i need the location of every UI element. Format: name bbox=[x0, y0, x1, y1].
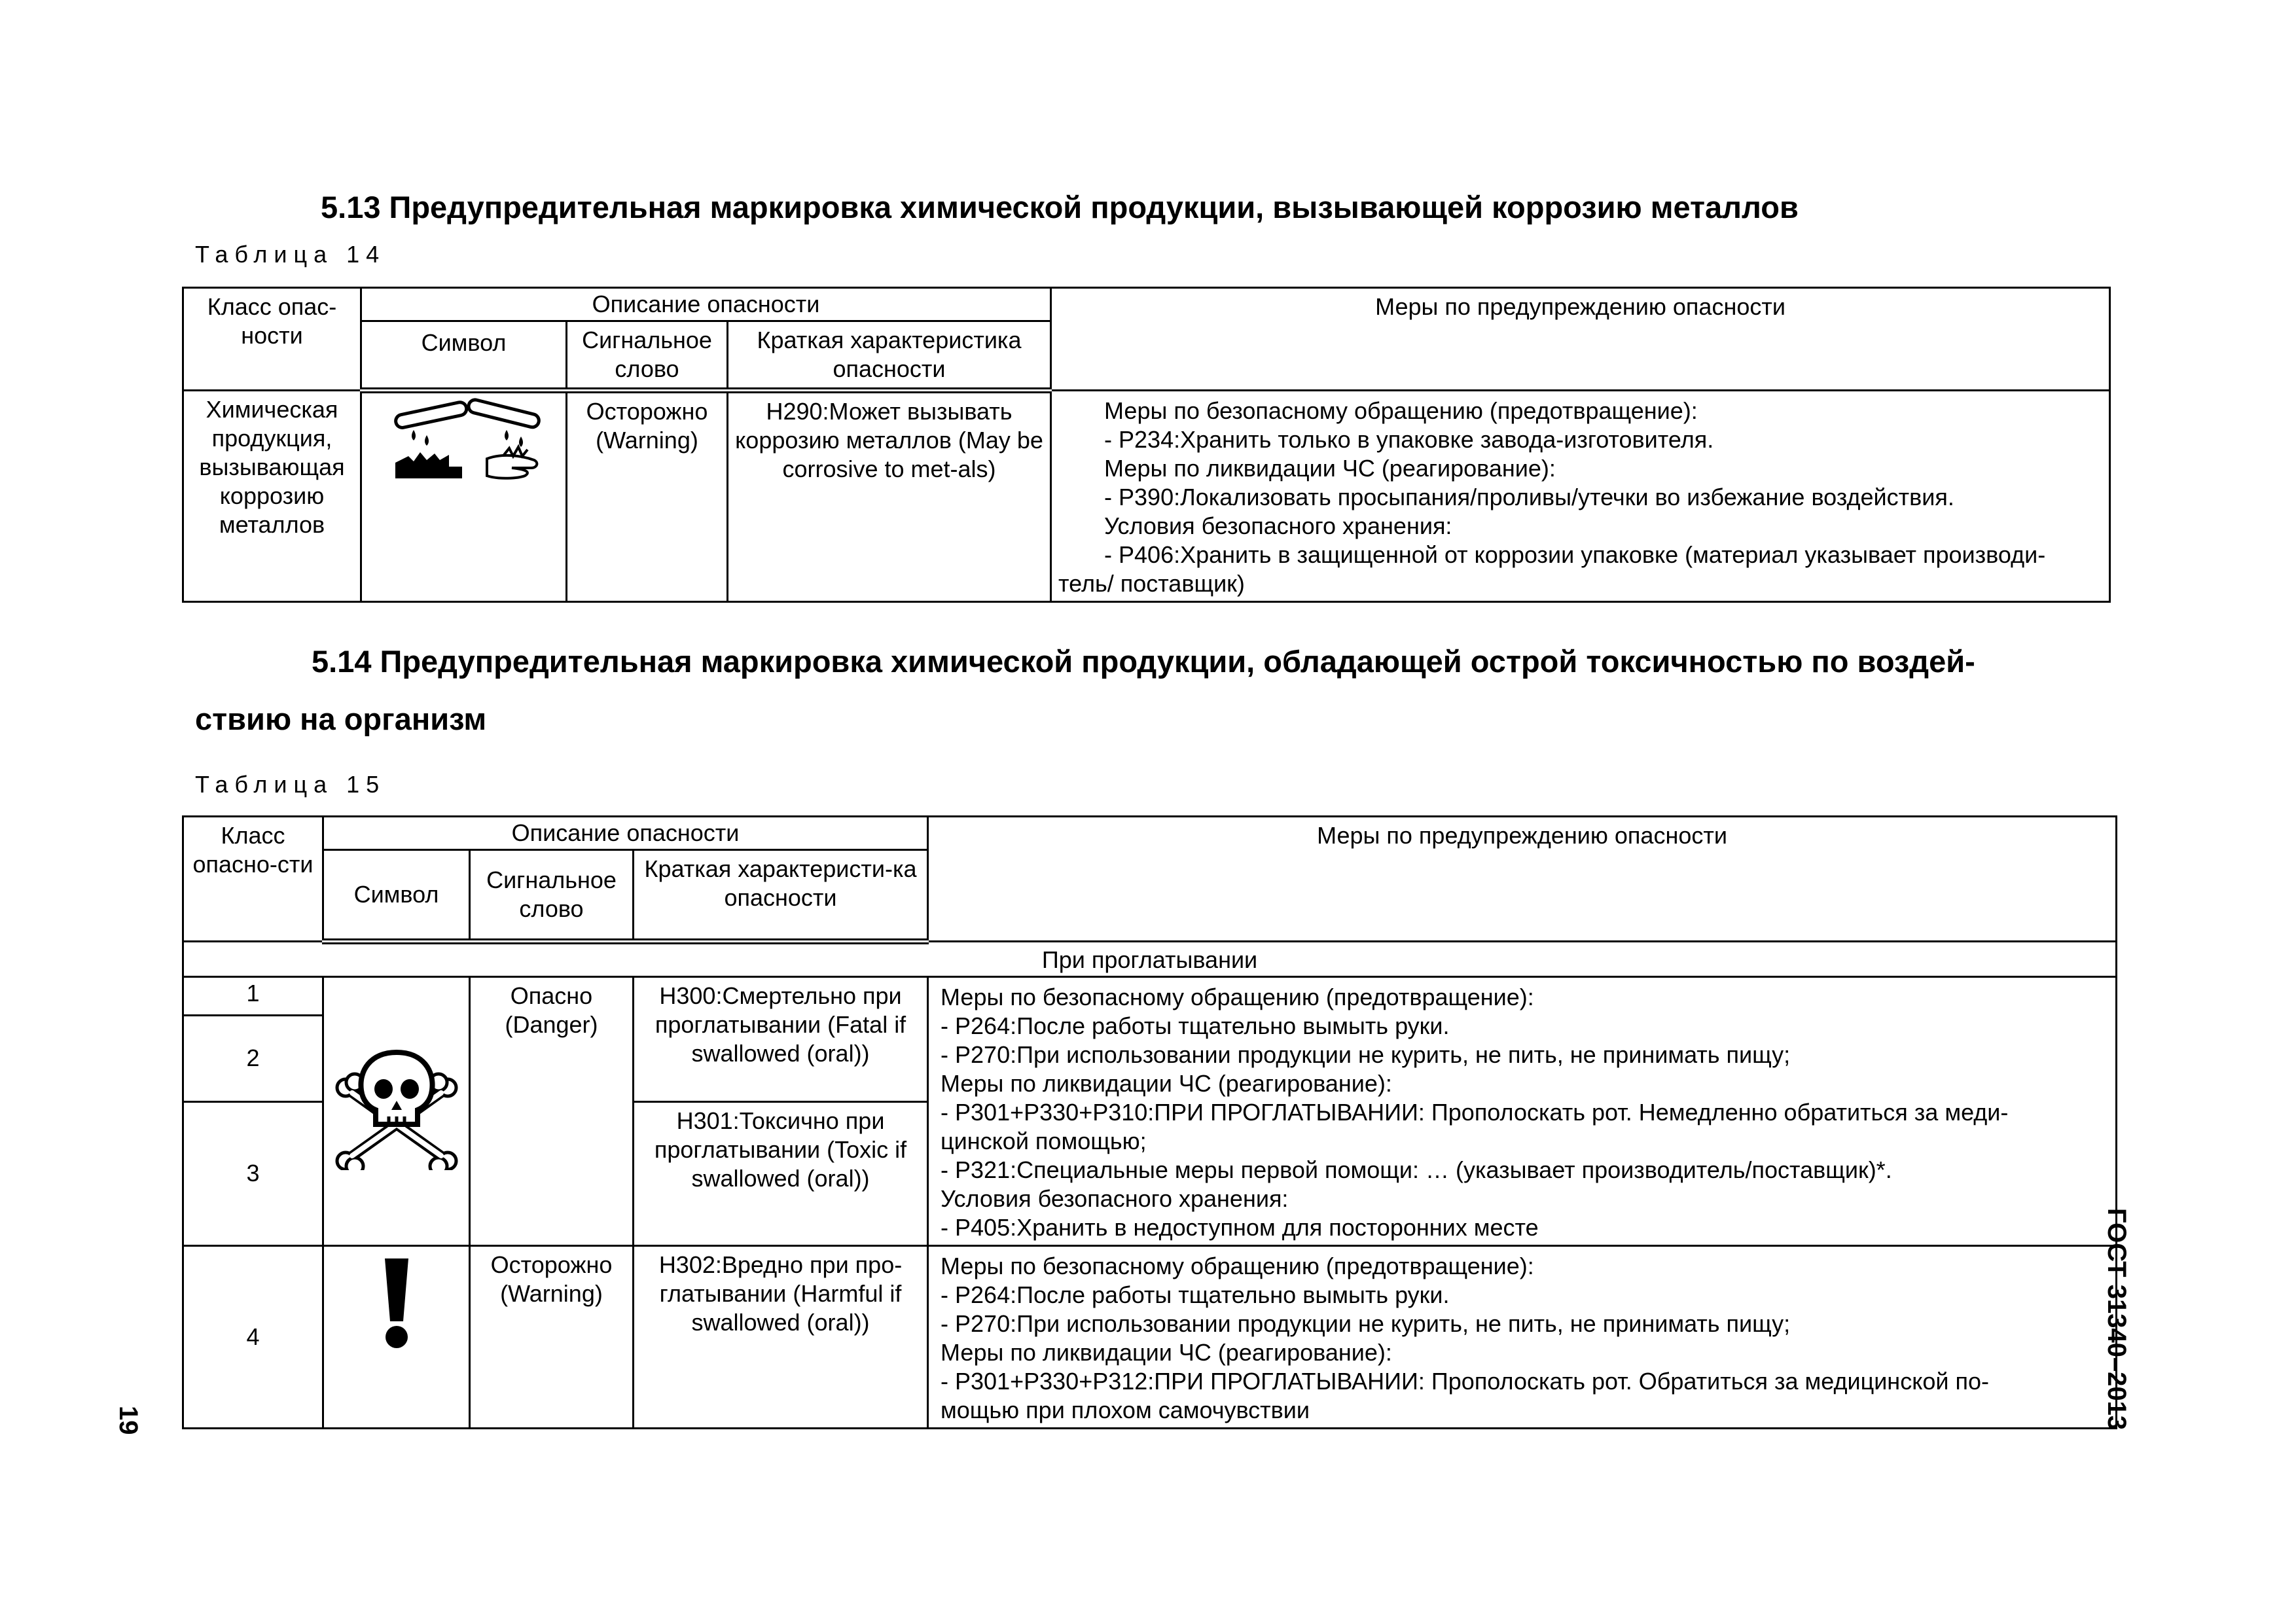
t14-header-symbol: Символ bbox=[361, 321, 567, 391]
t15-subsection-ingestion: При проглатывании bbox=[183, 942, 2117, 977]
exclamation-mark-icon bbox=[377, 1253, 416, 1351]
t14-header-precautions: Меры по предупреждению опасности bbox=[1051, 288, 2110, 391]
t15-a-precaution-line: - Р405:Хранить в недоступном для посторонних месте bbox=[941, 1214, 1539, 1241]
t15-a-precaution-line: Условия безопасного хранения: bbox=[941, 1185, 1289, 1212]
t15-symbol-skull-cell bbox=[323, 977, 470, 1246]
t15-a-precaution-line: - Р301+Р330+Р310:ПРИ ПРОГЛАТЫВАНИИ: Прополоскать рот. Немедленно обратиться за меди- bbox=[941, 1099, 2009, 1126]
t15-precautions-group-a bbox=[928, 977, 2117, 1246]
corrosion-pictogram-icon bbox=[376, 396, 552, 488]
t15-a-precaution-line: цинской помощью; bbox=[941, 1128, 1147, 1154]
t15-header-precautions: Меры по предупреждению опасности bbox=[928, 817, 2117, 942]
t15-h300: Н300:Смертельно при проглатывании (Fatal if swallowed (oral)) bbox=[634, 977, 928, 1102]
t14-symbol-cell bbox=[361, 391, 567, 602]
section-513-title: 5.13 Предупредительная маркировка химической продукции, вызывающей коррозию металлов bbox=[321, 190, 1799, 224]
t15-b-precaution-line: - Р270:При использовании продукции не курить, не пить, не принимать пищу; bbox=[941, 1310, 1791, 1337]
t15-b-precaution-line: - Р301+Р330+Р312:ПРИ ПРОГЛАТЫВАНИИ: Прополоскать рот. Обратиться за медицинской по- bbox=[941, 1368, 1989, 1395]
t15-header-symbol: Символ bbox=[323, 850, 470, 942]
t15-class-1: 1 bbox=[183, 977, 323, 1016]
t14-signal-word: Осторожно (Warning) bbox=[567, 391, 728, 602]
t15-b-precaution-line: Меры по ликвидации ЧС (реагирование): bbox=[941, 1339, 1392, 1366]
t15-b-precaution-line: мощью при плохом самочувствии bbox=[941, 1397, 1310, 1423]
t15-a-precaution-line: Меры по безопасному обращению (предотвращение): bbox=[941, 984, 1534, 1010]
t15-a-precaution-line: - Р321:Специальные меры первой помощи: … (указывает производитель/поставщик)*. bbox=[941, 1156, 1892, 1183]
table-15 bbox=[182, 815, 2117, 1429]
t14-precaution-line: Условия безопасного хранения: bbox=[1104, 512, 1452, 539]
t15-precautions-group-b bbox=[928, 1246, 2117, 1429]
t14-hazard-class: Химическая продукция, вызывающая коррозию металлов bbox=[183, 391, 361, 602]
t15-a-precaution-line: - Р270:При использовании продукции не курить, не пить, не принимать пищу; bbox=[941, 1041, 1791, 1068]
t14-precaution-line: - Р406:Хранить в защищенной от коррозии упаковке (материал указывает производи- bbox=[1104, 541, 2046, 568]
t14-precaution-line: Меры по безопасному обращению (предотвращение): bbox=[1104, 397, 1698, 424]
t14-precaution-line: - Р234:Хранить только в упаковке завода-изготовителя. bbox=[1104, 426, 1714, 453]
t14-precaution-line: - Р390:Локализовать просыпания/проливы/утечки во избежание воздействия. bbox=[1104, 484, 1954, 510]
t15-b-precaution-line: - Р264:После работы тщательно вымыть руки. bbox=[941, 1281, 1450, 1308]
t15-class-2: 2 bbox=[183, 1015, 323, 1101]
t15-class-4: 4 bbox=[183, 1246, 323, 1429]
t15-h301: Н301:Токсично при проглатывании (Toxic if swallowed (oral)) bbox=[634, 1101, 928, 1245]
standard-designation: ГОСТ 31340–2013 bbox=[2102, 1208, 2131, 1431]
t15-header-hazard-description: Описание опасности bbox=[323, 817, 928, 850]
section-514-title-line2: ствию на организм bbox=[195, 702, 487, 736]
t14-header-signal-word: Сигнальное слово bbox=[567, 321, 728, 391]
t15-b-precaution-line: Меры по безопасному обращению (предотвращение): bbox=[941, 1253, 1534, 1279]
t14-precaution-line: Меры по ликвидации ЧС (реагирование): bbox=[1104, 455, 1556, 482]
t14-header-characteristic: Краткая характеристика опасности bbox=[728, 321, 1051, 391]
t15-a-precaution-line: - Р264:После работы тщательно вымыть руки. bbox=[941, 1012, 1450, 1039]
table-14-caption: Таблица 14 bbox=[195, 241, 386, 268]
t14-header-hazard-description: Описание опасности bbox=[361, 288, 1051, 321]
t15-symbol-exclamation-cell bbox=[323, 1246, 470, 1429]
table-14 bbox=[182, 287, 2111, 603]
table-15-caption: Таблица 15 bbox=[195, 771, 386, 798]
t15-signal-word-danger: Опасно (Danger) bbox=[470, 977, 634, 1246]
t15-signal-word-warning: Осторожно (Warning) bbox=[470, 1246, 634, 1429]
t15-header-signal-word: Сигнальное слово bbox=[470, 850, 634, 942]
t14-characteristic: Н290:Может вызывать коррозию металлов (May be corrosive to met-als) bbox=[728, 391, 1051, 602]
t14-precaution-line: тель/ поставщик) bbox=[1058, 570, 1245, 597]
t14-precautions bbox=[1051, 391, 2110, 602]
page-number: 19 bbox=[114, 1406, 143, 1435]
t15-header-hazard-class: Класс опасно-сти bbox=[183, 817, 323, 942]
t14-header-hazard-class: Класс опас-ности bbox=[183, 288, 361, 391]
t15-a-precaution-line: Меры по ликвидации ЧС (реагирование): bbox=[941, 1070, 1392, 1097]
section-514-title-line1: 5.14 Предупредительная маркировка химической продукции, обладающей острой токсичностью по воздей- bbox=[312, 644, 1975, 679]
skull-and-crossbones-icon bbox=[331, 1046, 462, 1170]
t15-header-characteristic: Краткая характеристи-ка опасности bbox=[634, 850, 928, 942]
t15-class-3: 3 bbox=[183, 1101, 323, 1245]
t15-h302: Н302:Вредно при про-глатывании (Harmful if swallowed (oral)) bbox=[634, 1246, 928, 1429]
